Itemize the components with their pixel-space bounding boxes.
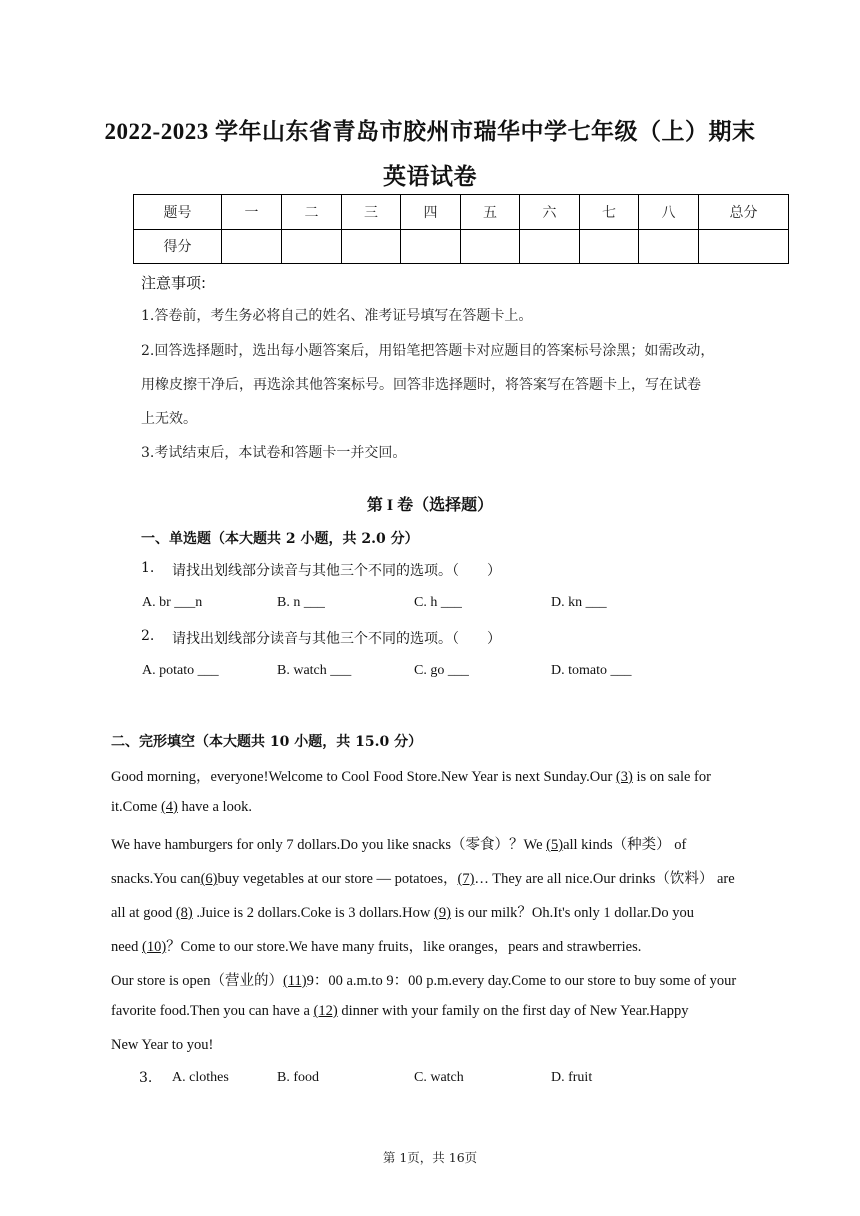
score-header-cell: 七: [580, 195, 639, 230]
score-cell: [699, 229, 789, 264]
passage-text: dinner with your family on the first day of New Year.Happy: [337, 1003, 689, 1019]
question-1-option-b: B. n ___: [277, 595, 325, 610]
blank-6: (6): [200, 871, 218, 887]
section-1-heading: 一、单选题（本大题共 2 小题，共 2.0 分）: [141, 531, 419, 547]
question-3-number: 3.: [139, 1070, 153, 1086]
score-header-cell: 总分: [699, 195, 789, 230]
score-table-header-row: [134, 195, 789, 230]
question-1-number: 1.: [141, 560, 155, 576]
passage-line: [111, 935, 641, 956]
score-cell: [580, 229, 639, 264]
passage-text: ？Come to our store.We have many fruits，like oranges，pears and strawberries.: [166, 939, 642, 955]
score-header-cell: 八: [639, 195, 699, 230]
blank-3: (3): [615, 769, 633, 785]
passage-text: … They are all nice.Our drinks（饮料） are: [474, 871, 735, 887]
passage-text: all kinds（种类） of: [563, 837, 687, 853]
question-3-option-a: A. clothes: [172, 1070, 229, 1085]
score-table: [133, 194, 789, 264]
score-cell: [520, 229, 580, 264]
passage-text: snacks.You can: [111, 871, 201, 887]
passage-text: is on sale for: [632, 769, 711, 785]
passage-text: have a look.: [177, 799, 252, 815]
question-2-number: 2.: [141, 628, 155, 644]
question-2-option-d: D. tomato ___: [551, 663, 632, 678]
score-row-label: 得分: [134, 229, 222, 264]
question-2-option-b: B. watch ___: [277, 663, 352, 678]
question-2-text: 请找出划线部分读音与其他三个不同的选项。（ ）: [172, 631, 501, 647]
question-1-option-a: A. br ___n: [142, 595, 203, 610]
passage-text: buy vegetables at our store — potatoes，: [217, 871, 458, 887]
blank-10: (10): [142, 939, 167, 955]
passage-text: it.Come: [111, 799, 161, 815]
blank-12: (12): [313, 1003, 338, 1019]
passage-line: New Year to you!: [111, 1037, 214, 1053]
passage-text: .Juice is 2 dollars.Coke is 3 dollars.How: [192, 905, 435, 921]
score-cell: [401, 229, 461, 264]
part-heading: 第 I 卷（选择题）: [366, 497, 494, 514]
blank-5: (5): [546, 837, 564, 853]
blank-4: (4): [160, 799, 178, 815]
blank-11: (11): [282, 973, 307, 989]
exam-title-line-1: 2022-2023 学年山东省青岛市胶州市瑞华中学七年级（上）期末: [104, 119, 756, 144]
passage-line: [111, 867, 735, 888]
score-header-cell: 题号: [134, 195, 222, 230]
passage-text: favorite food.Then you can have a: [111, 1003, 314, 1019]
score-header-cell: 六: [520, 195, 580, 230]
score-cell: [222, 229, 282, 264]
notice-line: 1.答卷前，考生务必将自己的姓名、准考证号填写在答题卡上。: [141, 308, 533, 324]
passage-text: Our store is open（营业的）: [111, 973, 283, 989]
question-3-option-b: B. food: [277, 1070, 319, 1085]
passage-line: [111, 765, 711, 786]
passage-text: need: [111, 939, 142, 955]
passage-text: 9：00 a.m.to 9：00 p.m.every day.Come to our store to buy some of your: [306, 973, 737, 989]
passage-line: [111, 901, 694, 922]
question-3-option-d: D. fruit: [551, 1070, 593, 1085]
score-cell: [282, 229, 342, 264]
passage-line: [111, 1003, 688, 1020]
passage-text: We have hamburgers for only 7 dollars.Do you like snacks（零食）？We: [111, 837, 547, 853]
question-1-option-d: D. kn ___: [551, 595, 607, 610]
score-table-score-row: [134, 229, 789, 264]
passage-text: Good morning，everyone!Welcome to Cool Food Store.New Year is next Sunday.Our: [111, 769, 616, 785]
score-header-cell: 五: [461, 195, 520, 230]
question-2-option-c: C. go ___: [414, 663, 469, 678]
section-2-heading: 二、完形填空（本大题共 10 小题，共 15.0 分）: [111, 734, 423, 750]
blank-7: (7): [457, 871, 475, 887]
question-1-option-c: C. h ___: [414, 595, 462, 610]
passage-line: [111, 833, 686, 854]
notice-line: 2.回答选择题时，选出每小题答案后，用铅笔把答题卡对应题目的答案标号涂黑；如需改动，: [141, 343, 715, 359]
notice-heading: 注意事项:: [141, 274, 207, 292]
blank-8: (8): [175, 905, 193, 921]
score-cell: [639, 229, 699, 264]
score-header-cell: 四: [401, 195, 461, 230]
notice-line: 3.考试结束后，本试卷和答题卡一并交回。: [141, 445, 407, 461]
question-2-option-a: A. potato ___: [142, 663, 219, 678]
blank-9: (9): [434, 905, 451, 921]
score-cell: [461, 229, 520, 264]
question-1-text: 请找出划线部分读音与其他三个不同的选项。（ ）: [172, 563, 501, 579]
passage-line: [111, 969, 736, 990]
page-footer: 第 1页，共 16页: [382, 1150, 478, 1165]
exam-title-line-2: 英语试卷: [383, 164, 477, 189]
notice-line: 上无效。: [141, 411, 197, 427]
score-header-cell: 二: [282, 195, 342, 230]
passage-text: is our milk？Oh.It's only 1 dollar.Do you: [450, 905, 695, 921]
passage-line: [111, 799, 252, 816]
notice-line: 用橡皮擦干净后，再选涂其他答案标号。回答非选择题时，将答案写在答题卡上，写在试卷: [141, 377, 701, 393]
score-header-cell: 一: [222, 195, 282, 230]
question-3-option-c: C. watch: [414, 1070, 464, 1085]
score-header-cell: 三: [342, 195, 401, 230]
score-cell: [342, 229, 401, 264]
passage-text: all at good: [111, 905, 176, 921]
